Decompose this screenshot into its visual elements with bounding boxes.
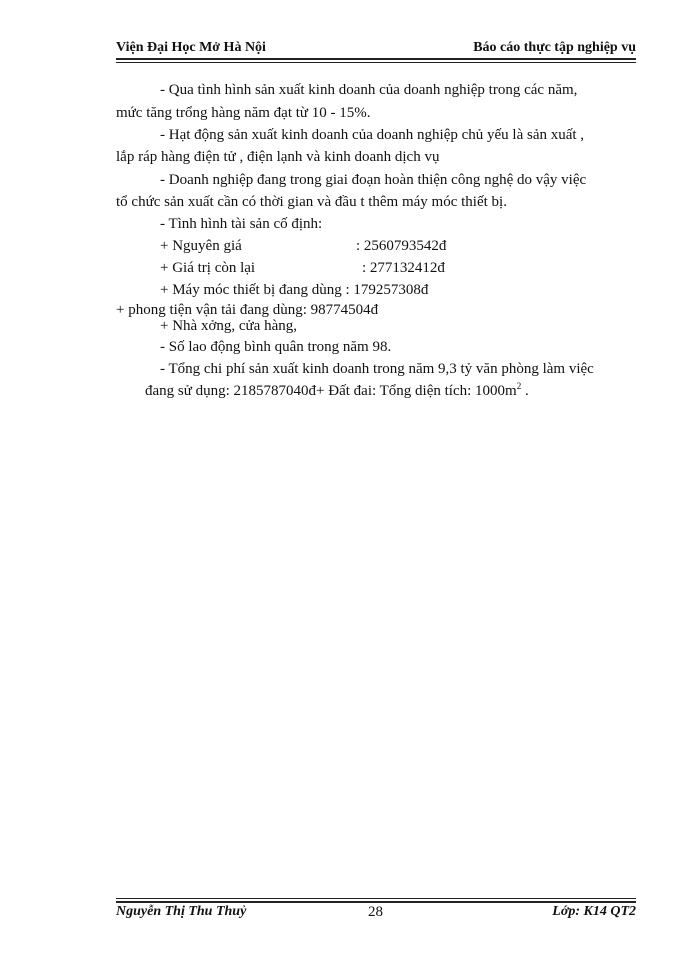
footer-rule-thin bbox=[116, 898, 636, 899]
author-name: Nguyễn Thị Thu Thuỷ bbox=[116, 904, 247, 919]
body-text: đang sử dụng: 2185787040đ+ Đất đai: Tổng diện tích: 1000m bbox=[145, 383, 517, 399]
asset-label: + Nguyên giá bbox=[160, 238, 242, 254]
body-line bbox=[145, 381, 529, 401]
asset-value: : 277132412đ bbox=[362, 260, 445, 276]
class-label: Lớp: K14 QT2 bbox=[552, 904, 636, 919]
body-line: + Nhà xởng, cửa hàng, bbox=[160, 318, 297, 334]
page-footer bbox=[116, 904, 636, 924]
institution-name: Viện Đại Học Mở Hà Nội bbox=[116, 40, 266, 55]
body-line: mức tăng trổng hàng năm đạt từ 10 - 15%. bbox=[116, 105, 371, 121]
body-line: - Tình hình tài sản cố định: bbox=[160, 216, 323, 232]
page-header bbox=[116, 40, 636, 60]
body-line: - Doanh nghiệp đang trong giai đoạn hoàn thiện công nghệ do vậy việc bbox=[160, 172, 587, 188]
body-line: - Tổng chi phí sản xuất kinh doanh trong năm 9,3 tỷ văn phòng làm việc bbox=[160, 361, 594, 377]
body-line: - Hạt động sản xuất kinh doanh của doanh nghiệp chủ yếu là sản xuất , bbox=[160, 127, 585, 143]
header-rule-thin bbox=[116, 62, 636, 63]
report-title: Báo cáo thực tập nghiệp vụ bbox=[473, 40, 636, 55]
page-number: 28 bbox=[368, 904, 383, 920]
superscript: 2 bbox=[516, 381, 522, 391]
body-line: + phong tiện vận tải đang dùng: 98774504đ bbox=[116, 302, 379, 318]
body-line: - Qua tình hình sản xuất kinh doanh của doanh nghiệp trong các năm, bbox=[160, 82, 578, 98]
footer-rule bbox=[116, 901, 636, 903]
body-line: lắp ráp hàng điện tử , điện lạnh và kinh doanh dịch vụ bbox=[116, 149, 440, 165]
asset-value: : 2560793542đ bbox=[356, 238, 447, 254]
body-line: + Máy móc thiết bị đang dùng : 179257308đ bbox=[160, 282, 429, 298]
asset-label: + Giá trị còn lại bbox=[160, 260, 256, 276]
body-text: . bbox=[521, 383, 529, 399]
header-rule bbox=[116, 58, 636, 60]
body-line: tổ chức sản xuất cần có thời gian và đầu t thêm máy móc thiết bị. bbox=[116, 194, 507, 210]
body-line: - Số lao động bình quân trong năm 98. bbox=[160, 339, 392, 355]
